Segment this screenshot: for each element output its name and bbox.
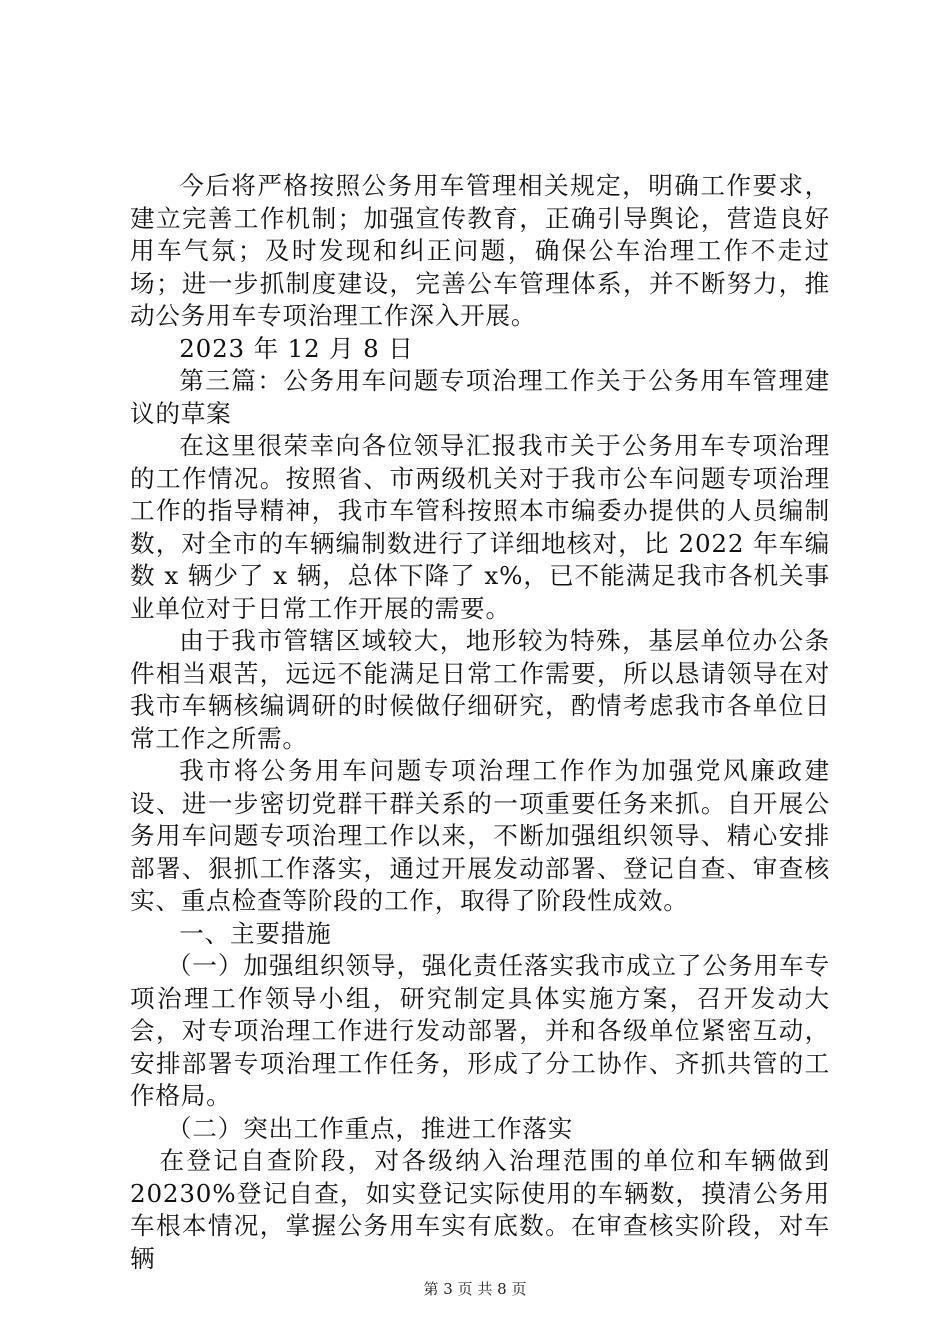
paragraph-report-intro: 在这里很荣幸向各位领导汇报我市关于公务用车专项治理的工作情况。按照省、市两级机关对于我市公车问题专项治理工作的指导精神，我市车管科按照本市编委办提供的人员编制数，对全市的车辆编制数进行了详细地核对，比 2022 年车编数 x 辆少了 x 辆，总体下降了 x%，已不能满足我市各机关事业单位对于日常工作开展的需要。	[130, 431, 830, 623]
section-heading-part-three: 第三篇：公务用车问题专项治理工作关于公务用车管理建议的草案	[130, 366, 830, 428]
subheading-measure-two: （二）突出工作重点，推进工作落实	[166, 1113, 574, 1143]
document-body	[130, 170, 830, 1275]
page-number-footer: 第 3 页 共 8 页	[423, 1280, 527, 1298]
subheading-main-measures: 一、主要措施	[179, 918, 332, 948]
paragraph-regional-conditions: 由于我市管辖区域较大，地形较为特殊，基层单位办公条件相当艰苦，远远不能满足日常工作需要，所以恳请领导在对我市车辆核编调研的时候做仔细研究，酌情考虑我市各单位日常工作之所需。	[130, 626, 830, 753]
paragraph-date: 2023 年 12 月 8 日	[179, 333, 414, 363]
paragraph-measure-one: （一）加强组织领导，强化责任落实我市成立了公务用车专项治理工作领导小组，研究制定具体实施方案，召开发动大会，对专项治理工作进行发动部署，并和各级单位紧密互动，安排部署专项治理工作任务，形成了分工协作、齐抓共管的工作格局。	[130, 951, 830, 1110]
paragraph-governance-task: 我市将公务用车问题专项治理工作作为加强党风廉政建设、进一步密切党群干群关系的一项重要任务来抓。自开展公务用车问题专项治理工作以来，不断加强组织领导、精心安排部署、狠抓工作落实，通过开展发动部署、登记自查、审查核实、重点检查等阶段的工作，取得了阶段性成效。	[130, 756, 830, 915]
paragraph-self-check-stage: 在登记自查阶段，对各级纳入治理范围的单位和车辆做到20230%登记自查，如实登记实际使用的车辆数，摸清公务用车根本情况，掌握公务用车实有底数。在审查核实阶段，对车辆	[130, 1146, 830, 1273]
paragraph-closing-plan: 今后将严格按照公务用车管理相关规定，明确工作要求，建立完善工作机制；加强宣传教育，正确引导舆论，营造良好用车气氛；及时发现和纠正问题，确保公车治理工作不走过场；进一步抓制度建设，完善公车管理体系，并不断努力，推动公务用车专项治理工作深入开展。	[130, 171, 830, 330]
